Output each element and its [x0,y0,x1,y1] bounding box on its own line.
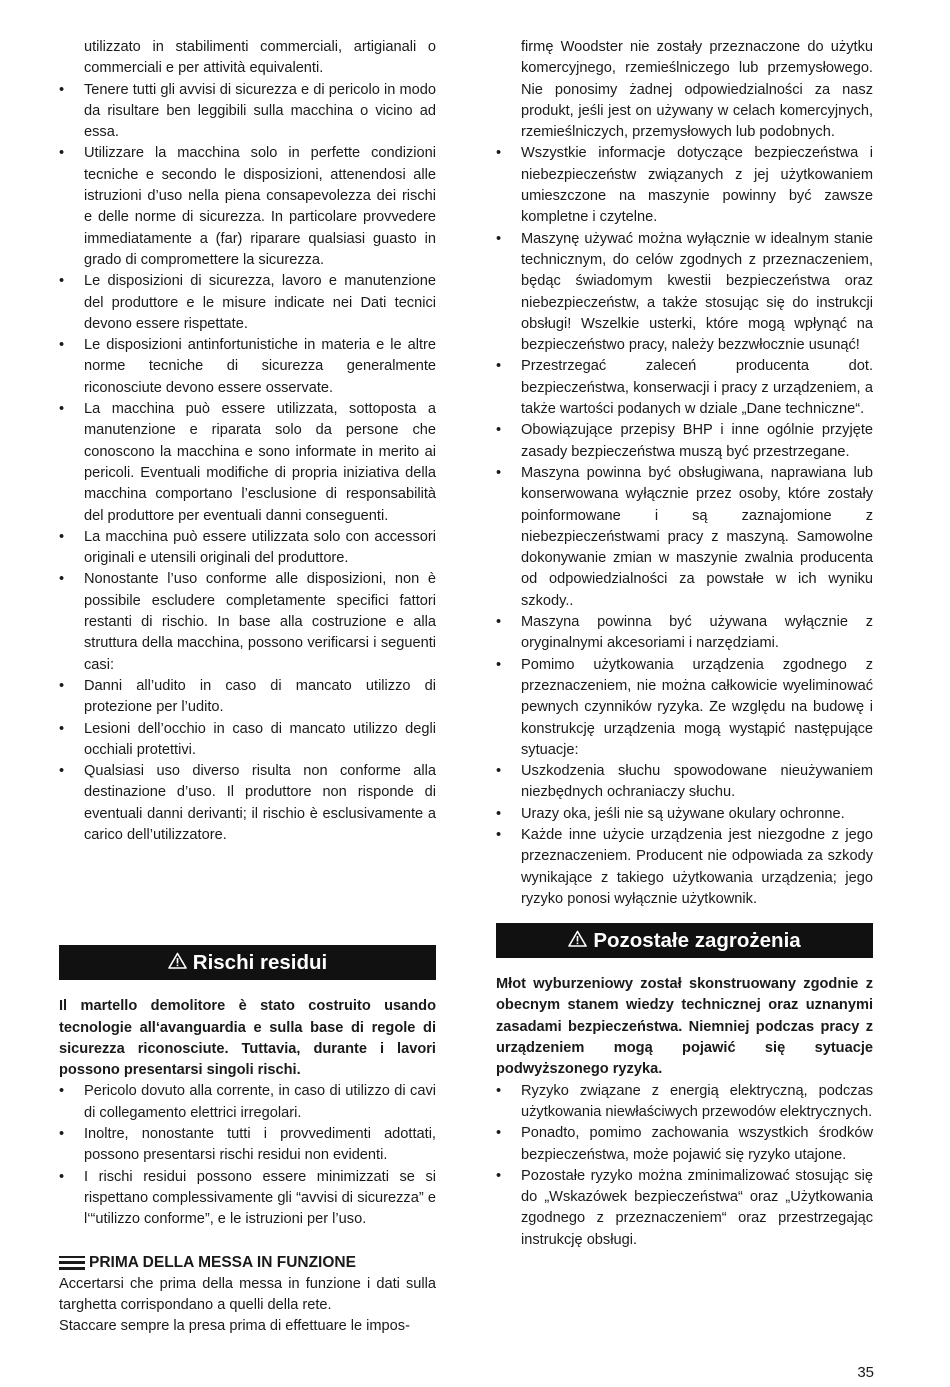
right-safety-list [496,143,873,910]
warning-triangle-icon [568,923,587,958]
list-item: • Maszynę używać można wyłącznie w idealnym stanie technicznym, do celów zgodnych z przeznaczeniem, będąc świadomym kwestii bezpieczeństwa oraz niebezpieczeństw, a także stosując się do instrukcji obsługi! Wszelkie usterki, które mogą wpłynąć na bezpieczeństwo pracy, należy bezzwłocznie usunąć! [496,229,873,357]
right-continuation-text: firmę Woodster nie zostały przeznaczone do użytku komercyjnego, rzemieślniczego lub przemysłowego. Nie ponosimy żadnej odpowiedzialności za nasz produkt, jeśli jest on używany w celach komercyjnych, rzemieślniczych, przemysłowych lub podobnych. [521,39,873,141]
left-column [59,37,436,1337]
right-column [496,37,873,1251]
page-number: 35 [857,1364,874,1381]
startup-paragraph: Accertarsi che prima della messa in funzione i dati sulla targhetta corrispondano a quelli della rete. [59,1275,436,1313]
list-item: • Qualsiasi uso diverso risulta non conforme alla destinazione d’uso. Il produttore non risponde di eventuali danni derivanti; il rischio è esclusivamente a carico dell’utilizzatore. [59,761,436,846]
residual-risks-title: Rischi residui [192,951,328,975]
list-item: • Uszkodzenia słuchu spowodowane nieużywaniem niezbędnych ochraniaczy słuchu. [496,761,873,804]
left-continuation-text: utilizzato in stabilimenti commerciali, artigianali o commerciali e per attività equivalenti. [84,39,436,77]
list-item: • Inoltre, nonostante tutti i provvedimenti adottati, possono presentarsi rischi residui non evidenti. [59,1124,436,1167]
list-item: • La macchina può essere utilizzata solo con accessori originali e utensili originali del produttore. [59,527,436,570]
startup-heading-text: PRIMA DELLA MESSA IN FUNZIONE [89,1253,356,1271]
list-item: • Przestrzegać zaleceń producenta dot. bezpieczeństwa, konserwacji i pracy z urządzeniem, a także wartości podanych w dziale „Dane techniczne“. [496,356,873,420]
list-item: • Ryzyko związane z energią elektryczną, podczas użytkowania niewłaściwych przewodów elektrycznych. [496,1081,873,1124]
list-item: • Pomimo użytkowania urządzenia zgodnego z przeznaczeniem, nie można całkowicie wyeliminować pewnych czynników ryzyka. Ze względu na budowę i konstrukcję urządzenia mogą wystąpić następujące sytuacje: [496,655,873,761]
residual-intro: Młot wyburzeniowy został skonstruowany zgodnie z obecnym stanem wiedzy technicznej oraz uznanymi zasadami bezpieczeństwa. Niemniej podczas pracy z urządzeniem mogą pojawić się sytuacje podwyższonego ryzyka. [496,976,873,1078]
list-item: • Każde inne użycie urządzenia jest niezgodne z jego przeznaczeniem. Producent nie odpowiada za szkody wynikające z takiego użytkowania urządzenia; jego ryzyko ponosi wyłącznie użytkownik. [496,825,873,910]
startup-heading [59,1252,436,1274]
list-item: • Le disposizioni antinfortunistiche in materia e le altre norme tecniche di sicurezza generalmente riconosciute devono essere osservate. [59,335,436,399]
residual-risks-banner [496,923,873,958]
list-item: • Pericolo dovuto alla corrente, in caso di utilizzo di cavi di collegamento elettrici irregolari. [59,1081,436,1124]
list-item: • La macchina può essere utilizzata, sottoposta a manutenzione e riparata solo da persone che conoscono la macchina e sono informate in merito ai pericoli. Eventuali modifiche di propria iniziativa della macchina comportano l’esclusione di responsabilità del produttore per eventuali danni conseguenti. [59,399,436,527]
list-item: • Lesioni dell’occhio in caso di mancato utilizzo degli occhiali protettivi. [59,719,436,762]
list-item: • Tenere tutti gli avvisi di sicurezza e di pericolo in modo da risultare ben leggibili sulla macchina o vicino ad essa. [59,80,436,144]
right-residual-list [496,1081,873,1251]
menu-lines-icon [59,1256,85,1270]
list-item: • Maszyna powinna być obsługiwana, naprawiana lub konserwowana wyłącznie przez osoby, które zostały poinformowane i są zaznajomione z niebezpieczeństwami pracy z maszyną. Samowolne dokonywanie zmian w maszynie zwalnia producenta od odpowiedzialności za powstałe w ich wyniku szkody.. [496,463,873,612]
list-item: • Pozostałe ryzyko można zminimalizować stosując się do „Wskazówek bezpieczeństwa“ oraz „Użytkowania zgodnego z przeznaczeniem“ oraz przestrzegając instrukcję obsługi. [496,1166,873,1251]
list-item: • Ponadto, pomimo zachowania wszystkich środków bezpieczeństwa, może pojawić się ryzyko utajone. [496,1123,873,1166]
list-item: • Urazy oka, jeśli nie są używane okulary ochronne. [496,804,873,825]
list-item: • Utilizzare la macchina solo in perfette condizioni tecniche e secondo le disposizioni, attenendosi alle istruzioni d’uso nella piena consapevolezza dei rischi e delle norme di sicurezza. In particolare provvedere immediatamente a (far) riparare qualsiasi guasto in grado di compromettere la sicurezza. [59,143,436,271]
list-item: • Wszystkie informacje dotyczące bezpieczeństwa i niebezpieczeństw związanych z jej użytkowaniem umieszczone na maszynie powinny być zawsze kompletne i czytelne. [496,143,873,228]
list-item: • Obowiązujące przepisy BHP i inne ogólnie przyjęte zasady bezpieczeństwa muszą być przestrzegane. [496,420,873,463]
residual-risks-banner [59,945,436,980]
residual-risks-title: Pozostałe zagrożenia [593,929,801,953]
left-residual-list [59,1081,436,1230]
startup-paragraph: Staccare sempre la presa prima di effettuare le impos- [59,1318,410,1335]
list-item: • I rischi residui possono essere minimizzati se si rispettano complessivamente gli “avvisi di sicurezza” e l‘“utilizzo conforme”, e le istruzioni per l’uso. [59,1167,436,1231]
list-item: • Nonostante l’uso conforme alle disposizioni, non è possibile escludere completamente specifici fattori restanti di rischio. In base alla costruzione e alla struttura della macchina, possono verificarsi i seguenti casi: [59,569,436,675]
residual-intro: Il martello demolitore è stato costruito usando tecnologie all‘avanguardia e sulla base di regole di sicurezza riconosciute. Tuttavia, durante i lavori possono presentarsi singoli rischi. [59,998,436,1079]
list-item: • Maszyna powinna być używana wyłącznie z oryginalnymi akcesoriami i narzędziami. [496,612,873,655]
list-item: • Danni all’udito in caso di mancato utilizzo di protezione per l’udito. [59,676,436,719]
list-item: • Le disposizioni di sicurezza, lavoro e manutenzione del produttore e le misure indicate nei Dati tecnici devono essere rispettate. [59,271,436,335]
warning-triangle-icon [168,945,187,980]
left-safety-list [59,80,436,847]
